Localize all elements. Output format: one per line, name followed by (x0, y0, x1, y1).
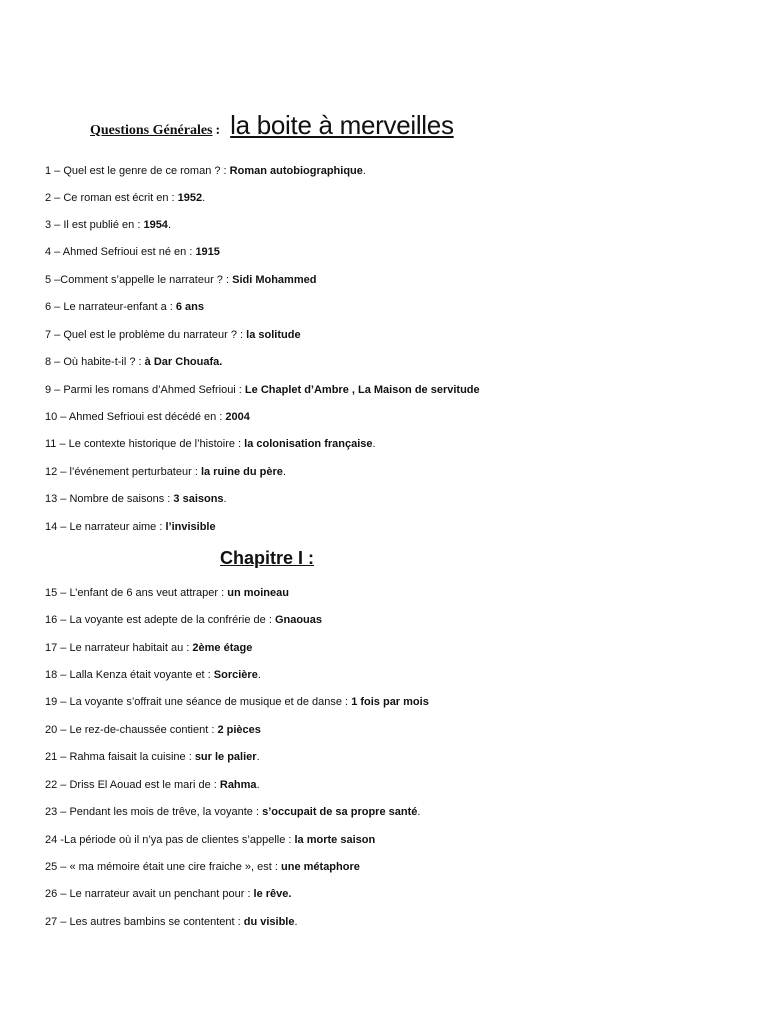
question-15 (45, 586, 289, 600)
question-text: 17 – Le narrateur habitait au : (45, 642, 193, 654)
question-text: 4 – Ahmed Sefrioui est né en : (45, 246, 196, 258)
answer-text: un moineau (227, 587, 289, 599)
answer-end: . (256, 779, 260, 791)
answer-text: le rêve. (253, 888, 292, 900)
question-2 (45, 191, 205, 205)
answer-text: s’occupait de sa propre santé (262, 806, 418, 818)
answer-text: 2 pièces (217, 724, 261, 736)
answer-text: Sidi Mohammed (232, 274, 317, 286)
question-8 (45, 355, 222, 369)
answer-end: . (417, 806, 421, 818)
answer-text: Le Chaplet d’Ambre , La Maison de servitude (244, 384, 480, 396)
answer-end: . (257, 669, 261, 681)
question-22 (45, 778, 260, 792)
question-19 (45, 695, 429, 709)
answer-text: 1915 (195, 246, 220, 258)
question-text: 2 – Ce roman est écrit en : (45, 192, 178, 204)
question-text: 15 – L’enfant de 6 ans veut attraper : (45, 587, 228, 599)
question-27 (45, 915, 298, 929)
answer-text: la morte saison (294, 834, 376, 846)
question-text: 11 – Le contexte historique de l’histoire : (45, 438, 245, 450)
question-18 (45, 668, 261, 682)
question-5 (45, 273, 316, 287)
answer-end: . (362, 165, 366, 177)
question-text: 12 – l’événement perturbateur : (45, 466, 201, 478)
answer-text: Roman autobiographique (229, 165, 363, 177)
answer-end: . (223, 493, 227, 505)
answer-text: 3 saisons (173, 493, 224, 505)
question-23 (45, 805, 420, 819)
document-title: la boite à merveilles (230, 110, 454, 140)
answer-end: . (167, 219, 171, 231)
question-text: 9 – Parmi les romans d’Ahmed Sefrioui : (45, 384, 245, 396)
answer-text: la solitude (246, 329, 301, 341)
question-20 (45, 723, 261, 737)
question-text: 6 – Le narrateur-enfant a : (45, 301, 176, 313)
answer-text: Gnaouas (274, 614, 323, 626)
answer-text: 1952 (177, 192, 203, 204)
question-16 (45, 613, 322, 627)
question-14 (45, 520, 216, 534)
question-13 (45, 492, 227, 506)
question-text: 7 – Quel est le problème du narrateur ? : (45, 329, 247, 341)
answer-text: du visible (243, 916, 295, 928)
question-text: 18 – Lalla Kenza était voyante et : (45, 669, 214, 681)
answer-text: sur le palier (194, 751, 257, 763)
question-9 (45, 383, 480, 397)
question-11 (45, 437, 376, 451)
question-text: 1 – Quel est le genre de ce roman ? : (45, 165, 230, 177)
question-text: 23 – Pendant les mois de trêve, la voyante : (45, 806, 263, 818)
question-text: 13 – Nombre de saisons : (45, 493, 174, 505)
question-4 (45, 245, 220, 259)
section-label-colon: : (215, 123, 221, 138)
question-24 (45, 833, 375, 847)
answer-text: Sorcière (213, 669, 258, 681)
question-21 (45, 750, 260, 764)
question-6 (45, 300, 204, 314)
answer-text: la colonisation française (244, 438, 373, 450)
question-text: 26 – Le narrateur avait un penchant pour : (45, 888, 254, 900)
answer-end: . (372, 438, 376, 450)
question-3 (45, 218, 171, 232)
question-text: 22 – Driss El Aouad est le mari de : (45, 779, 220, 791)
question-25 (45, 860, 360, 874)
answer-text: Rahma (219, 779, 257, 791)
answer-end: . (256, 751, 260, 763)
question-text: 24 -La période où il n’ya pas de clientes s’appelle : (45, 834, 295, 846)
answer-text: 1 fois par mois (351, 696, 429, 708)
answer-text: à Dar Chouafa. (144, 356, 223, 368)
question-text: 10 – Ahmed Sefrioui est décédé en : (45, 411, 226, 423)
section-label: Questions Générales (90, 123, 213, 138)
question-text: 19 – La voyante s’offrait une séance de musique et de danse : (45, 696, 352, 708)
chapter-heading: Chapitre I : (220, 548, 315, 568)
answer-text: 6 ans (175, 301, 205, 313)
question-text: 5 –Comment s’appelle le narrateur ? : (45, 274, 233, 286)
question-26 (45, 887, 291, 901)
question-17 (45, 641, 252, 655)
question-12 (45, 465, 286, 479)
document-header (90, 110, 454, 150)
question-text: 3 – Il est publié en : (45, 219, 144, 231)
answer-text: une métaphore (281, 861, 360, 873)
question-text: 8 – Où habite-t-il ? : (45, 356, 145, 368)
answer-end: . (282, 466, 286, 478)
question-text: 27 – Les autres bambins se contentent : (45, 916, 244, 928)
answer-text: l’invisible (165, 521, 216, 533)
question-7 (45, 328, 301, 342)
answer-end: . (202, 192, 206, 204)
question-text: 16 – La voyante est adepte de la confrérie de : (45, 614, 275, 626)
answer-text: 2ème étage (192, 642, 253, 654)
question-text: 25 – « ma mémoire était une cire fraiche », est : (45, 861, 282, 873)
answer-end: . (294, 916, 298, 928)
question-10 (45, 410, 250, 424)
answer-text: la ruine du père (200, 466, 283, 478)
answer-text: 1954 (143, 219, 168, 231)
question-text: 20 – Le rez-de-chaussée contient : (45, 724, 218, 736)
question-text: 14 – Le narrateur aime : (45, 521, 166, 533)
question-1 (45, 164, 366, 178)
answer-text: 2004 (225, 411, 250, 423)
question-text: 21 – Rahma faisait la cuisine : (45, 751, 195, 763)
